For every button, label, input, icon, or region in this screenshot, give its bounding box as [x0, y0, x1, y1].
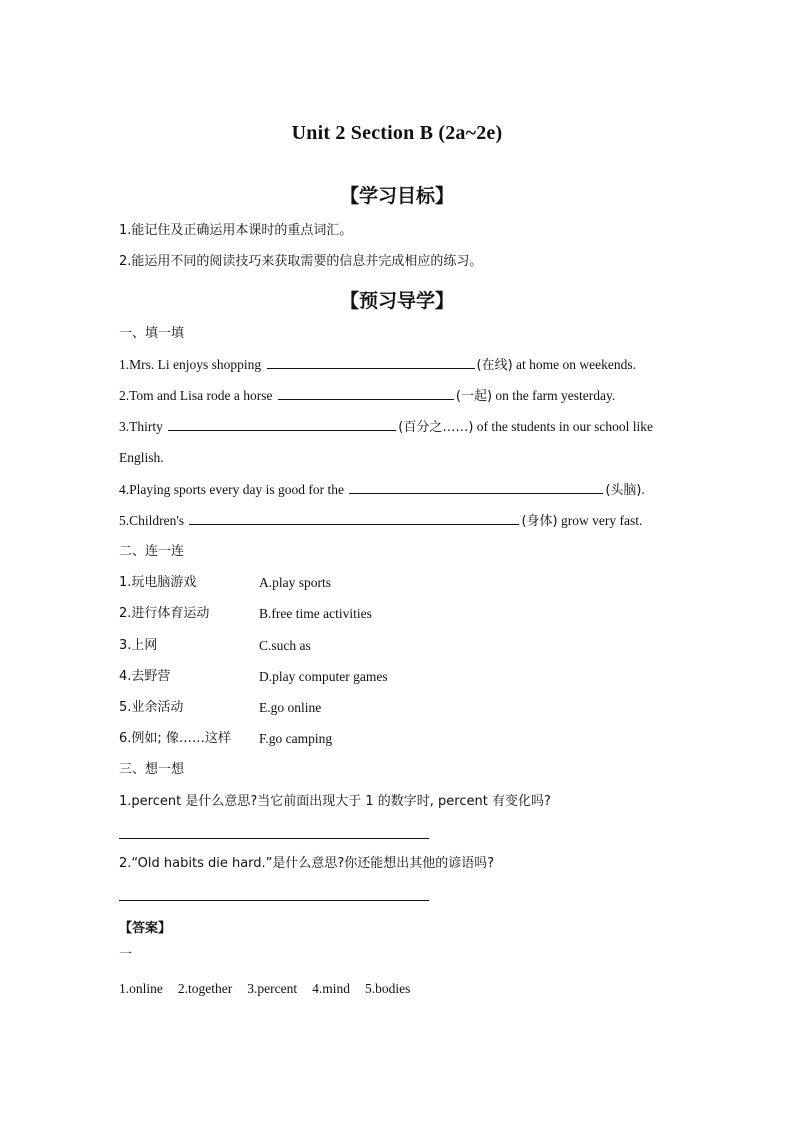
document-title: Unit 2 Section B (2a~2e)	[291, 122, 503, 144]
question-text: on the farm yesterday.	[492, 388, 616, 403]
match-left-item: 5.业余活动	[119, 700, 184, 715]
fill-question-5	[119, 512, 642, 531]
match-left-item: 4.去野营	[119, 669, 171, 684]
goal-item: 2.能运用不同的阅读技巧来获取需要的信息并完成相应的练习。	[119, 254, 483, 269]
question-text: 4.Playing sports every day is good for the	[119, 482, 348, 497]
answer-line[interactable]	[119, 900, 429, 901]
match-left-item: 6.例如; 像……这样	[119, 731, 231, 746]
answer-blank[interactable]	[349, 481, 603, 494]
answer-item: 1.online	[119, 981, 163, 996]
match-right-item: F.go camping	[259, 731, 333, 746]
part1-heading: 一、填一填	[119, 326, 185, 341]
question-text: grow very fast.	[557, 513, 643, 528]
think-question-1: 1.percent 是什么意思?当它前面出现大于 1 的数字时, percent 有变化吗?	[119, 794, 551, 809]
question-text: 1.Mrs. Li enjoys shopping	[119, 357, 265, 372]
goals-heading: 【学习目标】	[339, 185, 454, 207]
chinese-hint: (百分之……)	[398, 420, 474, 435]
fill-question-3	[119, 418, 653, 437]
answers-row	[119, 981, 425, 997]
question-text: 2.Tom and Lisa rode a horse	[119, 388, 276, 403]
answers-label: 【答案】	[119, 921, 172, 936]
goal-item: 1.能记住及正确运用本课时的重点词汇。	[119, 223, 353, 238]
match-right-item: E.go online	[259, 700, 322, 715]
match-right-item: A.play sports	[259, 575, 331, 590]
match-left-item: 3.上网	[119, 638, 158, 653]
chinese-hint: (头脑)	[605, 483, 642, 498]
match-right-item: B.free time activities	[259, 606, 372, 621]
answer-line[interactable]	[119, 838, 429, 839]
match-left-item: 1.玩电脑游戏	[119, 575, 197, 590]
fill-question-4	[119, 481, 645, 500]
match-right-item: D.play computer games	[259, 669, 388, 684]
match-left-item: 2.进行体育运动	[119, 606, 210, 621]
answer-blank[interactable]	[189, 512, 519, 525]
answer-item: 5.bodies	[364, 981, 411, 996]
match-right-item: C.such as	[259, 638, 311, 653]
question-text: 3.Thirty	[119, 419, 167, 434]
think-question-2: 2.“Old habits die hard.”是什么意思?你还能想出其他的谚语吗?	[119, 856, 495, 871]
question-text: 5.Children's	[119, 513, 188, 528]
answer-blank[interactable]	[278, 387, 454, 400]
preview-heading: 【预习导学】	[339, 290, 454, 312]
fill-question-3-continuation: English.	[119, 450, 164, 465]
answers-section-mark: 一	[119, 947, 133, 962]
answer-blank[interactable]	[267, 356, 475, 369]
answer-item: 2.together	[177, 981, 233, 996]
question-text: .	[641, 482, 645, 497]
question-text: of the students in our school like	[473, 419, 654, 434]
part2-heading: 二、连一连	[119, 544, 185, 559]
answer-blank[interactable]	[168, 418, 396, 431]
answer-item: 4.mind	[312, 981, 350, 996]
fill-question-2	[119, 387, 615, 406]
part3-heading: 三、想一想	[119, 762, 185, 777]
chinese-hint: (在线)	[476, 358, 513, 373]
question-text: at home on weekends.	[512, 357, 637, 372]
chinese-hint: (一起)	[455, 389, 493, 404]
fill-question-1	[119, 356, 636, 375]
chinese-hint: (身体)	[521, 514, 558, 529]
answer-item: 3.percent	[247, 981, 298, 996]
